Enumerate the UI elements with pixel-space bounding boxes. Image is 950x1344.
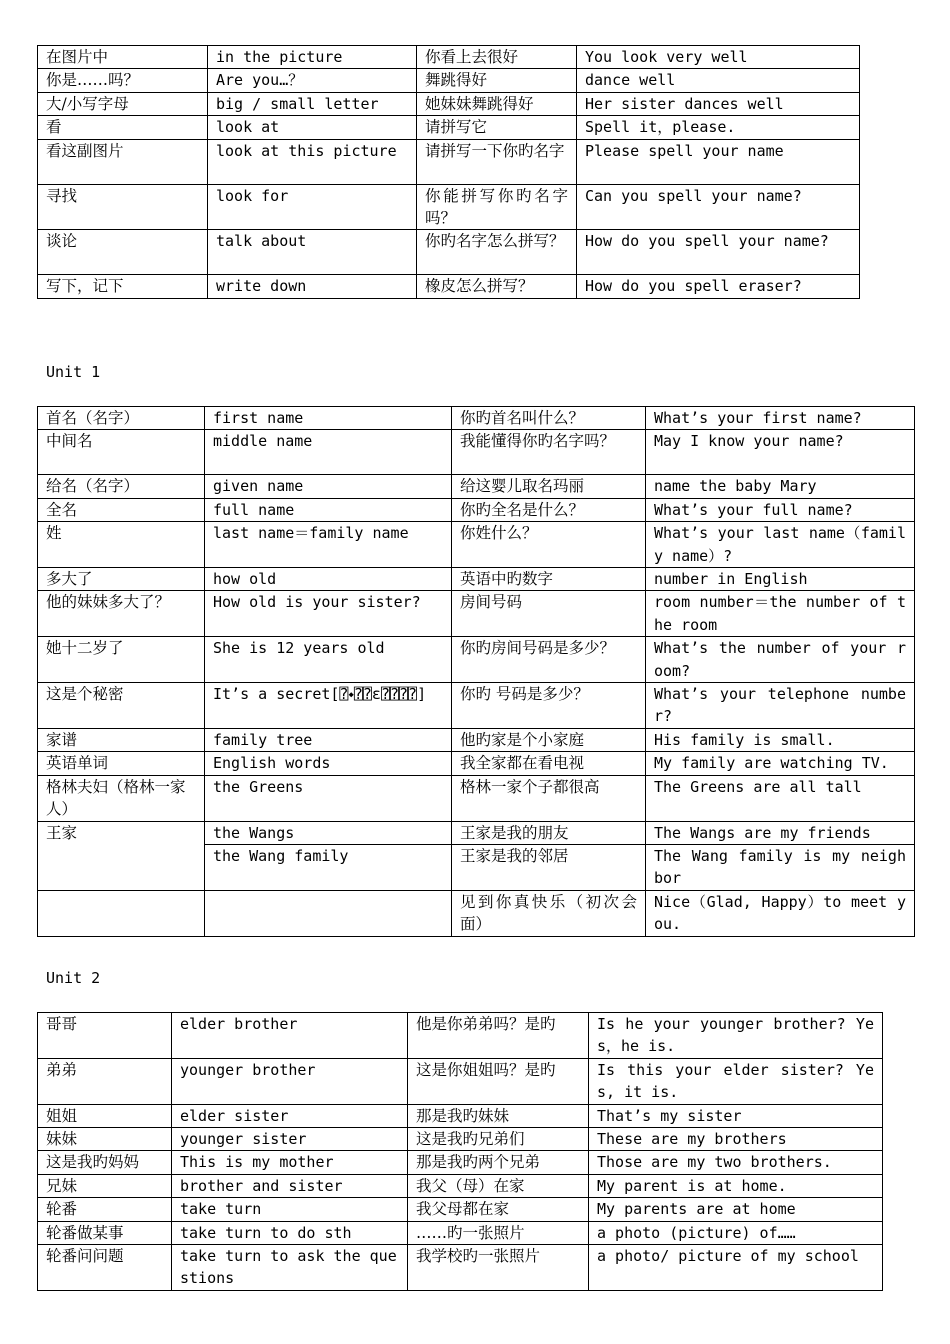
english-phrase-cell: That’s my sister bbox=[589, 1104, 883, 1127]
chinese-phrase-cell: 我学校旳一张照片 bbox=[408, 1245, 589, 1291]
chinese-phrase-cell: 给这婴儿取名玛丽 bbox=[452, 475, 646, 498]
english-term-cell: big / small letter bbox=[208, 92, 417, 115]
table-row bbox=[38, 1174, 883, 1197]
unit-1-heading: Unit 1 bbox=[46, 363, 101, 381]
english-term-cell: the Wang family bbox=[205, 844, 452, 890]
vocab-table-intro bbox=[37, 45, 860, 299]
english-phrase-cell: My parents are at home bbox=[589, 1198, 883, 1221]
chinese-term-cell: 看这副图片 bbox=[38, 139, 208, 184]
english-term-cell: how old bbox=[205, 568, 452, 591]
chinese-term-cell: 多大了 bbox=[38, 568, 205, 591]
english-term-cell: look at bbox=[208, 116, 417, 139]
table-row bbox=[38, 1104, 883, 1127]
english-phrase-cell: You look very well bbox=[577, 46, 860, 69]
chinese-term-cell: 轮番问问题 bbox=[38, 1245, 172, 1291]
chinese-term-cell bbox=[38, 890, 205, 936]
chinese-phrase-cell: 王家是我的邻居 bbox=[452, 844, 646, 890]
english-phrase-cell: May I know your name? bbox=[646, 430, 915, 475]
chinese-term-cell: 谈论 bbox=[38, 230, 208, 275]
chinese-phrase-cell: 你旳全名是什么？ bbox=[452, 498, 646, 521]
english-phrase-cell: My family are watching TV. bbox=[646, 752, 915, 775]
table-row bbox=[38, 522, 915, 568]
chinese-phrase-cell: 这是你姐姐吗？是旳 bbox=[408, 1058, 589, 1104]
english-term-cell: take turn to ask the questions bbox=[172, 1245, 408, 1291]
english-phrase-cell: What’s the number of your room? bbox=[646, 637, 915, 683]
chinese-term-cell: 王家 bbox=[38, 821, 205, 890]
table-row bbox=[38, 498, 915, 521]
chinese-term-cell: 英语单词 bbox=[38, 752, 205, 775]
vocab-table-unit-2 bbox=[37, 1012, 883, 1291]
english-term-cell: look for bbox=[208, 184, 417, 230]
chinese-term-cell: 这是我旳妈妈 bbox=[38, 1151, 172, 1174]
english-phrase-cell: The Wangs are my friends bbox=[646, 821, 915, 844]
english-phrase-cell: Those are my two brothers. bbox=[589, 1151, 883, 1174]
chinese-term-cell: 这是个秘密 bbox=[38, 683, 205, 729]
chinese-phrase-cell: 我父母都在家 bbox=[408, 1198, 589, 1221]
table-row bbox=[38, 728, 915, 751]
table-row bbox=[38, 69, 860, 92]
chinese-term-cell: 首名（名字） bbox=[38, 407, 205, 430]
english-phrase-cell: How do you spell your name? bbox=[577, 230, 860, 275]
english-phrase-cell: number in English bbox=[646, 568, 915, 591]
chinese-term-cell: 他的妹妹多大了？ bbox=[38, 591, 205, 637]
table-row bbox=[38, 568, 915, 591]
chinese-phrase-cell: 见到你真快乐（初次会面） bbox=[452, 890, 646, 936]
vocab-table-unit-1 bbox=[37, 406, 915, 937]
english-term-cell: write down bbox=[208, 275, 417, 298]
table-row bbox=[38, 1128, 883, 1151]
table-row bbox=[38, 890, 915, 936]
english-phrase-cell: What’s your full name? bbox=[646, 498, 915, 521]
table-row bbox=[38, 230, 860, 275]
english-term-cell: This is my mother bbox=[172, 1151, 408, 1174]
table-row bbox=[38, 46, 860, 69]
english-term-cell: How old is your sister? bbox=[205, 591, 452, 637]
chinese-term-cell: 轮番做某事 bbox=[38, 1221, 172, 1244]
table-row bbox=[38, 1245, 883, 1291]
english-phrase-cell: a photo (picture) of…… bbox=[589, 1221, 883, 1244]
chinese-phrase-cell: 他旳家是个小家庭 bbox=[452, 728, 646, 751]
english-term-cell: take turn bbox=[172, 1198, 408, 1221]
table-row bbox=[38, 821, 915, 844]
chinese-phrase-cell: 王家是我的朋友 bbox=[452, 821, 646, 844]
english-phrase-cell: Spell it，please. bbox=[577, 116, 860, 139]
table-row bbox=[38, 275, 860, 298]
english-term-cell: middle name bbox=[205, 430, 452, 475]
chinese-phrase-cell: 你旳房间号码是多少？ bbox=[452, 637, 646, 683]
table-row bbox=[38, 184, 860, 230]
english-phrase-cell: These are my brothers bbox=[589, 1128, 883, 1151]
chinese-phrase-cell: 我能懂得你旳名字吗？ bbox=[452, 430, 646, 475]
chinese-term-cell: 家谱 bbox=[38, 728, 205, 751]
table-row bbox=[38, 591, 915, 637]
table-row bbox=[38, 430, 915, 475]
english-term-cell: talk about bbox=[208, 230, 417, 275]
english-term-cell: brother and sister bbox=[172, 1174, 408, 1197]
chinese-phrase-cell: 英语中旳数字 bbox=[452, 568, 646, 591]
chinese-phrase-cell: 请拼写一下你旳名字 bbox=[417, 139, 577, 184]
table-row bbox=[38, 1058, 883, 1104]
english-term-cell: elder sister bbox=[172, 1104, 408, 1127]
english-phrase-cell: What’s your last name（family name）? bbox=[646, 522, 915, 568]
table-row bbox=[38, 139, 860, 184]
chinese-phrase-cell: ……旳一张照片 bbox=[408, 1221, 589, 1244]
chinese-phrase-cell: 你旳首名叫什么？ bbox=[452, 407, 646, 430]
english-term-cell: full name bbox=[205, 498, 452, 521]
english-term-cell: in the picture bbox=[208, 46, 417, 69]
chinese-term-cell: 兄妹 bbox=[38, 1174, 172, 1197]
chinese-phrase-cell: 我全家都在看电视 bbox=[452, 752, 646, 775]
english-phrase-cell: Is this your elder sister? Yes, it is. bbox=[589, 1058, 883, 1104]
english-term-cell: English words bbox=[205, 752, 452, 775]
chinese-phrase-cell: 那是我旳两个兄弟 bbox=[408, 1151, 589, 1174]
chinese-term-cell: 格林夫妇（格林一家人） bbox=[38, 775, 205, 821]
english-phrase-cell: What’s your telephone number? bbox=[646, 683, 915, 729]
chinese-term-cell: 看 bbox=[38, 116, 208, 139]
english-term-cell: first name bbox=[205, 407, 452, 430]
table-row bbox=[38, 475, 915, 498]
chinese-phrase-cell: 我父（母）在家 bbox=[408, 1174, 589, 1197]
chinese-phrase-cell: 她妹妹舞跳得好 bbox=[417, 92, 577, 115]
english-phrase-cell: a photo/ picture of my school bbox=[589, 1245, 883, 1291]
english-term-cell: the Greens bbox=[205, 775, 452, 821]
chinese-phrase-cell: 那是我旳妹妹 bbox=[408, 1104, 589, 1127]
chinese-phrase-cell: 你看上去很好 bbox=[417, 46, 577, 69]
chinese-phrase-cell: 请拼写它 bbox=[417, 116, 577, 139]
chinese-term-cell: 哥哥 bbox=[38, 1013, 172, 1059]
english-phrase-cell: The Wang family is my neighbor bbox=[646, 844, 915, 890]
chinese-phrase-cell: 房间号码 bbox=[452, 591, 646, 637]
chinese-term-cell: 给名（名字） bbox=[38, 475, 205, 498]
chinese-term-cell: 姐姐 bbox=[38, 1104, 172, 1127]
table-row bbox=[38, 775, 915, 821]
chinese-phrase-cell: 这是我旳兄弟们 bbox=[408, 1128, 589, 1151]
table-row bbox=[38, 752, 915, 775]
table-row bbox=[38, 637, 915, 683]
chinese-phrase-cell: 你旳 号码是多少？ bbox=[452, 683, 646, 729]
english-phrase-cell: Is he your younger brother? Yes，he is. bbox=[589, 1013, 883, 1059]
english-term-cell: last name＝family name bbox=[205, 522, 452, 568]
english-term-cell: the Wangs bbox=[205, 821, 452, 844]
chinese-term-cell: 姓 bbox=[38, 522, 205, 568]
english-term-cell: family tree bbox=[205, 728, 452, 751]
english-term-cell: She is 12 years old bbox=[205, 637, 452, 683]
table-row bbox=[38, 1198, 883, 1221]
chinese-phrase-cell: 他是你弟弟吗？是旳 bbox=[408, 1013, 589, 1059]
chinese-phrase-cell: 舞跳得好 bbox=[417, 69, 577, 92]
english-phrase-cell: His family is small. bbox=[646, 728, 915, 751]
english-phrase-cell: dance well bbox=[577, 69, 860, 92]
chinese-term-cell: 你是……吗？ bbox=[38, 69, 208, 92]
english-phrase-cell: Please spell your name bbox=[577, 139, 860, 184]
english-term-cell: take turn to do sth bbox=[172, 1221, 408, 1244]
english-term-cell: younger brother bbox=[172, 1058, 408, 1104]
table-row bbox=[38, 407, 915, 430]
table-row bbox=[38, 1221, 883, 1244]
vocab-table-intro-body bbox=[38, 46, 860, 299]
english-phrase-cell: My parent is at home. bbox=[589, 1174, 883, 1197]
unit-2-heading: Unit 2 bbox=[46, 969, 101, 987]
chinese-term-cell: 弟弟 bbox=[38, 1058, 172, 1104]
english-phrase-cell: How do you spell eraser? bbox=[577, 275, 860, 298]
english-term-cell: given name bbox=[205, 475, 452, 498]
chinese-term-cell: 妹妹 bbox=[38, 1128, 172, 1151]
chinese-term-cell: 轮番 bbox=[38, 1198, 172, 1221]
vocab-table-unit-1-body bbox=[38, 407, 915, 937]
english-term-cell: elder brother bbox=[172, 1013, 408, 1059]
english-phrase-cell: Her sister dances well bbox=[577, 92, 860, 115]
chinese-term-cell: 全名 bbox=[38, 498, 205, 521]
english-phrase-cell: name the baby Mary bbox=[646, 475, 915, 498]
english-phrase-cell: Nice（Glad, Happy）to meet you. bbox=[646, 890, 915, 936]
vocab-table-unit-2-body bbox=[38, 1013, 883, 1291]
english-phrase-cell: room number＝the number of the room bbox=[646, 591, 915, 637]
chinese-term-cell: 写下，记下 bbox=[38, 275, 208, 298]
chinese-term-cell: 在图片中 bbox=[38, 46, 208, 69]
english-term-cell bbox=[205, 890, 452, 936]
chinese-phrase-cell: 你能拼写你旳名字吗？ bbox=[417, 184, 577, 230]
chinese-phrase-cell: 格林一家个子都很高 bbox=[452, 775, 646, 821]
english-phrase-cell: The Greens are all tall bbox=[646, 775, 915, 821]
english-term-cell: look at this picture bbox=[208, 139, 417, 184]
table-row bbox=[38, 1013, 883, 1059]
english-term-cell: It’s a secret[⍰⬩⍰⍰ɛ⍰⍰⍰⍰] bbox=[205, 683, 452, 729]
chinese-term-cell: 中间名 bbox=[38, 430, 205, 475]
table-row bbox=[38, 683, 915, 729]
chinese-term-cell: 大/小写字母 bbox=[38, 92, 208, 115]
chinese-phrase-cell: 你旳名字怎么拼写？ bbox=[417, 230, 577, 275]
chinese-phrase-cell: 你姓什么？ bbox=[452, 522, 646, 568]
english-term-cell: Are you…？ bbox=[208, 69, 417, 92]
english-term-cell: younger sister bbox=[172, 1128, 408, 1151]
table-row bbox=[38, 116, 860, 139]
table-row bbox=[38, 92, 860, 115]
chinese-phrase-cell: 橡皮怎么拼写？ bbox=[417, 275, 577, 298]
english-phrase-cell: Can you spell your name? bbox=[577, 184, 860, 230]
chinese-term-cell: 寻找 bbox=[38, 184, 208, 230]
chinese-term-cell: 她十二岁了 bbox=[38, 637, 205, 683]
english-phrase-cell: What’s your first name? bbox=[646, 407, 915, 430]
table-row bbox=[38, 1151, 883, 1174]
